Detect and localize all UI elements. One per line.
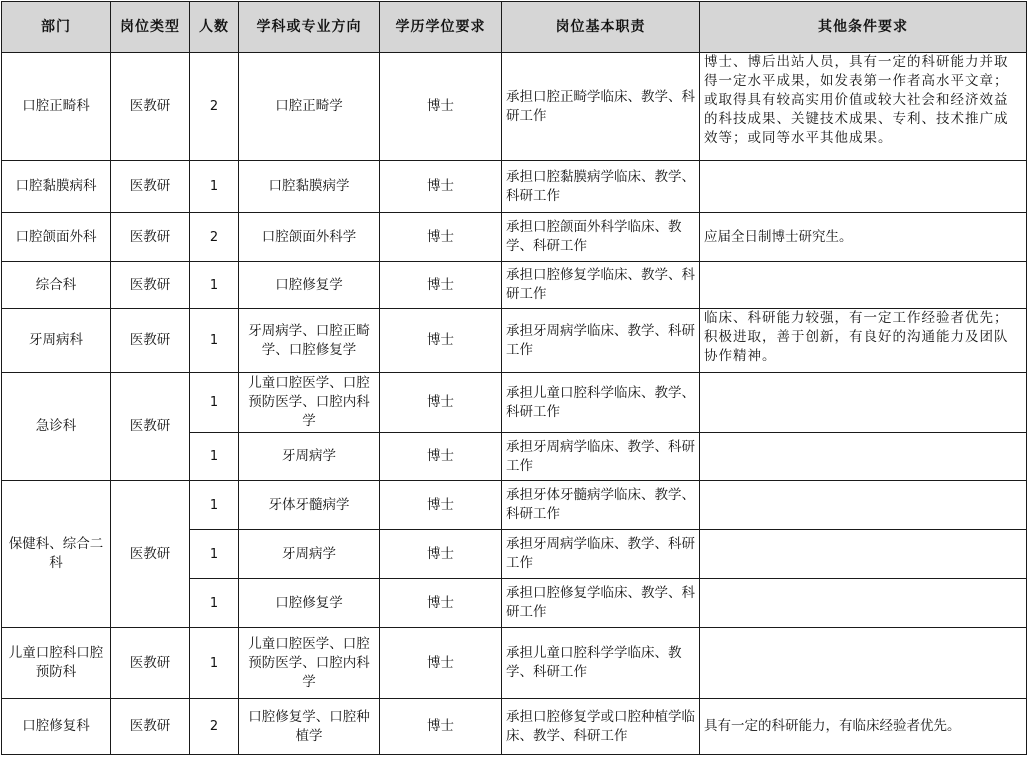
header-degree: 学历学位要求 xyxy=(380,2,502,53)
type-cell: 医教研 xyxy=(111,481,190,628)
count-cell: 2 xyxy=(190,53,239,161)
duty-cell: 承担口腔正畸学临床、教学、科研工作 xyxy=(502,53,700,161)
duty-cell: 承担口腔修复学或口腔种植学临床、教学、科研工作 xyxy=(502,699,700,755)
type-cell: 医教研 xyxy=(111,53,190,161)
count-cell: 1 xyxy=(190,530,239,579)
type-cell: 医教研 xyxy=(111,309,190,373)
degree-cell: 博士 xyxy=(380,699,502,755)
header-count: 人数 xyxy=(190,2,239,53)
duty-cell: 承担口腔修复学临床、教学、科研工作 xyxy=(502,262,700,309)
header-duty: 岗位基本职责 xyxy=(502,2,700,53)
header-other: 其他条件要求 xyxy=(700,2,1027,53)
count-cell: 1 xyxy=(190,309,239,373)
table-row xyxy=(2,699,1027,755)
other-cell: 临床、科研能力较强，有一定工作经验者优先；积极进取，善于创新，有良好的沟通能力及团队协作精神。 xyxy=(700,309,1027,373)
other-cell xyxy=(700,161,1027,213)
type-cell: 医教研 xyxy=(111,373,190,481)
other-cell xyxy=(700,373,1027,433)
major-cell: 牙周病学 xyxy=(239,433,380,481)
dept-cell: 口腔修复科 xyxy=(2,699,111,755)
count-cell: 1 xyxy=(190,262,239,309)
type-cell: 医教研 xyxy=(111,628,190,699)
table-row xyxy=(2,161,1027,213)
duty-cell: 承担牙周病学临床、教学、科研工作 xyxy=(502,433,700,481)
header-row xyxy=(2,2,1027,53)
major-cell: 口腔黏膜病学 xyxy=(239,161,380,213)
other-cell xyxy=(700,628,1027,699)
major-cell: 牙周病学 xyxy=(239,530,380,579)
major-cell: 牙周病学、口腔正畸学、口腔修复学 xyxy=(239,309,380,373)
major-cell: 口腔修复学、口腔种植学 xyxy=(239,699,380,755)
duty-cell: 承担口腔颌面外科学临床、教学、科研工作 xyxy=(502,213,700,262)
other-cell xyxy=(700,481,1027,530)
dept-cell: 牙周病科 xyxy=(2,309,111,373)
degree-cell: 博士 xyxy=(380,213,502,262)
dept-cell: 综合科 xyxy=(2,262,111,309)
header-dept: 部门 xyxy=(2,2,111,53)
degree-cell: 博士 xyxy=(380,481,502,530)
other-cell: 具有一定的科研能力，有临床经验者优先。 xyxy=(700,699,1027,755)
duty-cell: 承担口腔修复学临床、教学、科研工作 xyxy=(502,579,700,628)
degree-cell: 博士 xyxy=(380,579,502,628)
type-cell: 医教研 xyxy=(111,262,190,309)
type-cell: 医教研 xyxy=(111,213,190,262)
major-cell: 口腔修复学 xyxy=(239,579,380,628)
degree-cell: 博士 xyxy=(380,628,502,699)
other-cell xyxy=(700,579,1027,628)
duty-cell: 承担牙体牙髓病学临床、教学、科研工作 xyxy=(502,481,700,530)
major-cell: 儿童口腔医学、口腔预防医学、口腔内科学 xyxy=(239,373,380,433)
dept-cell: 口腔黏膜病科 xyxy=(2,161,111,213)
other-cell xyxy=(700,530,1027,579)
count-cell: 1 xyxy=(190,161,239,213)
table-row xyxy=(2,309,1027,373)
recruitment-table xyxy=(1,1,1027,755)
degree-cell: 博士 xyxy=(380,161,502,213)
table-row xyxy=(2,213,1027,262)
duty-cell: 承担儿童口腔科学学临床、教学、科研工作 xyxy=(502,628,700,699)
table-row xyxy=(2,481,1027,530)
other-cell xyxy=(700,262,1027,309)
degree-cell: 博士 xyxy=(380,262,502,309)
count-cell: 1 xyxy=(190,628,239,699)
major-cell: 口腔颌面外科学 xyxy=(239,213,380,262)
major-cell: 儿童口腔医学、口腔预防医学、口腔内科学 xyxy=(239,628,380,699)
table-row xyxy=(2,53,1027,161)
degree-cell: 博士 xyxy=(380,433,502,481)
count-cell: 1 xyxy=(190,481,239,530)
type-cell: 医教研 xyxy=(111,161,190,213)
degree-cell: 博士 xyxy=(380,373,502,433)
count-cell: 1 xyxy=(190,373,239,433)
table-row xyxy=(2,628,1027,699)
major-cell: 口腔修复学 xyxy=(239,262,380,309)
dept-cell: 口腔颌面外科 xyxy=(2,213,111,262)
count-cell: 1 xyxy=(190,579,239,628)
dept-cell: 儿童口腔科口腔预防科 xyxy=(2,628,111,699)
header-type: 岗位类型 xyxy=(111,2,190,53)
count-cell: 2 xyxy=(190,213,239,262)
duty-cell: 承担牙周病学临床、教学、科研工作 xyxy=(502,530,700,579)
dept-cell: 口腔正畸科 xyxy=(2,53,111,161)
other-cell xyxy=(700,433,1027,481)
duty-cell: 承担口腔黏膜病学临床、教学、科研工作 xyxy=(502,161,700,213)
header-major: 学科或专业方向 xyxy=(239,2,380,53)
table-row xyxy=(2,262,1027,309)
type-cell: 医教研 xyxy=(111,699,190,755)
other-cell: 应届全日制博士研究生。 xyxy=(700,213,1027,262)
dept-cell: 保健科、综合二科 xyxy=(2,481,111,628)
degree-cell: 博士 xyxy=(380,53,502,161)
count-cell: 1 xyxy=(190,433,239,481)
table-row xyxy=(2,373,1027,433)
duty-cell: 承担牙周病学临床、教学、科研工作 xyxy=(502,309,700,373)
dept-cell: 急诊科 xyxy=(2,373,111,481)
degree-cell: 博士 xyxy=(380,309,502,373)
count-cell: 2 xyxy=(190,699,239,755)
major-cell: 口腔正畸学 xyxy=(239,53,380,161)
other-cell: 博士、博后出站人员，具有一定的科研能力并取得一定水平成果，如发表第一作者高水平文章；或取得具有较高实用价值或较大社会和经济效益的科技成果、关键技术成果、专利、技术推广成效等；或同等水平其他成果。 xyxy=(700,53,1027,161)
major-cell: 牙体牙髓病学 xyxy=(239,481,380,530)
degree-cell: 博士 xyxy=(380,530,502,579)
duty-cell: 承担儿童口腔科学临床、教学、科研工作 xyxy=(502,373,700,433)
